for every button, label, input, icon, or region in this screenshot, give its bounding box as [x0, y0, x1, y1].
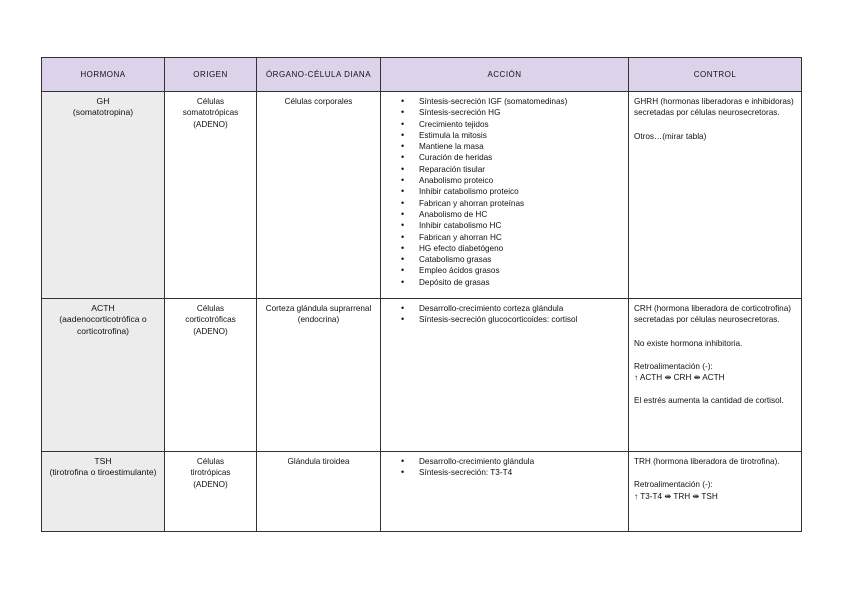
list-item: • Reparación tisular: [401, 164, 623, 175]
origin-line: (ADENO): [193, 119, 228, 129]
hormone-alias: (tirotrofina o tiroestimulante): [49, 467, 157, 478]
header-control: CONTROL: [629, 58, 802, 92]
hormone-table: [41, 57, 802, 532]
list-item: • Anabolismo de HC: [401, 209, 623, 220]
list-item: • Crecimiento tejidos: [401, 119, 623, 130]
list-item: • Fabrican y ahorran HC: [401, 232, 623, 243]
table-row-tsh: [42, 452, 802, 532]
header-row: [42, 58, 802, 92]
cell-control: [629, 92, 802, 299]
list-item: • Síntesis-secreción HG: [401, 107, 623, 118]
table-row-gh: [42, 92, 802, 299]
list-item: • Catabolismo grasas: [401, 254, 623, 265]
list-item: • Síntesis-secreción: T3-T4: [401, 467, 623, 478]
cell-origen: [165, 299, 257, 452]
header-organo: ÓRGANO-CÉLULA DIANA: [257, 58, 381, 92]
cell-organo: Células corporales: [257, 92, 381, 299]
cell-hormona: [42, 299, 165, 452]
feedback-formula: ↑ ACTH ⇼ CRH ⇼ ACTH: [634, 373, 725, 383]
list-item: • HG efecto diabetógeno: [401, 243, 623, 254]
hormone-name: GH: [96, 96, 110, 106]
origin-line: somatotrópicas: [182, 108, 239, 118]
list-item: • Síntesis-secreción IGF (somatomedinas): [401, 96, 623, 107]
list-item: • Mantiene la masa: [401, 141, 623, 152]
cell-control: [629, 299, 802, 452]
control-text: No existe hormona inhibitoria.: [634, 338, 743, 348]
cell-hormona: [42, 452, 165, 532]
control-text: TRH (hormona liberadora de tirotrofina).: [634, 457, 780, 466]
cell-origen: [165, 92, 257, 299]
cell-accion: [381, 299, 629, 452]
origin-line: corticotróficas: [185, 315, 236, 325]
header-origen: ORIGEN: [165, 58, 257, 92]
cell-accion: [381, 92, 629, 299]
origin-line: (ADENO): [193, 326, 228, 336]
list-item: • Síntesis-secreción glucocorticoides: cortisol: [401, 314, 623, 325]
origin-line: Células: [196, 304, 225, 313]
list-item: • Anabolismo proteico: [401, 175, 623, 186]
origin-line: Células: [196, 97, 225, 106]
feedback-formula: ↑ T3-T4 ⇼ TRH ⇼ TSH: [634, 491, 718, 501]
origin-line: (ADENO): [193, 479, 228, 489]
cell-control: [629, 452, 802, 532]
control-text: El estrés aumenta la cantidad de cortisol.: [634, 396, 784, 406]
control-text: Otros…(mirar tabla): [634, 131, 707, 141]
list-item: • Curación de heridas: [401, 152, 623, 163]
cell-organo: Glándula tiroidea: [257, 452, 381, 532]
header-accion: ACCIÓN: [381, 58, 629, 92]
control-text: Retroalimentación (-):: [634, 361, 713, 371]
cell-origen: [165, 452, 257, 532]
list-item: • Empleo ácidos grasos: [401, 265, 623, 276]
origin-line: Células: [196, 457, 225, 466]
origin-line: tirotrópicas: [190, 468, 231, 478]
action-list: [381, 96, 623, 288]
list-item: • Inhibir catabolismo HC: [401, 220, 623, 231]
control-text: Retroalimentación (-):: [634, 480, 713, 490]
cell-organo: Corteza glándula suprarrenal (endocrina): [257, 299, 381, 452]
cell-accion: [381, 452, 629, 532]
cell-hormona: [42, 92, 165, 299]
list-item: • Fabrican y ahorran proteínas: [401, 198, 623, 209]
list-item: • Desarrollo-crecimiento glándula: [401, 456, 623, 467]
control-text: CRH (hormona liberadora de corticotrofina) secretadas por células neurosecretoras.: [634, 304, 791, 325]
hormone-alias: (somatotropina): [72, 107, 134, 118]
action-list: [381, 303, 623, 326]
list-item: • Inhibir catabolismo proteico: [401, 186, 623, 197]
control-text: GHRH (hormonas liberadoras e inhibidoras) secretadas por células neurosecretoras.: [634, 97, 794, 118]
hormone-name: ACTH: [91, 303, 115, 313]
hormone-alias: (aadenocorticotrófica o corticotrofina): [59, 314, 147, 336]
hormone-name: TSH: [94, 456, 112, 466]
header-hormona: HORMONA: [42, 58, 165, 92]
table-row-acth: [42, 299, 802, 452]
list-item: • Depósito de grasas: [401, 277, 623, 288]
action-list: [381, 456, 623, 479]
list-item: • Desarrollo-crecimiento corteza glándula: [401, 303, 623, 314]
list-item: • Estimula la mitosis: [401, 130, 623, 141]
